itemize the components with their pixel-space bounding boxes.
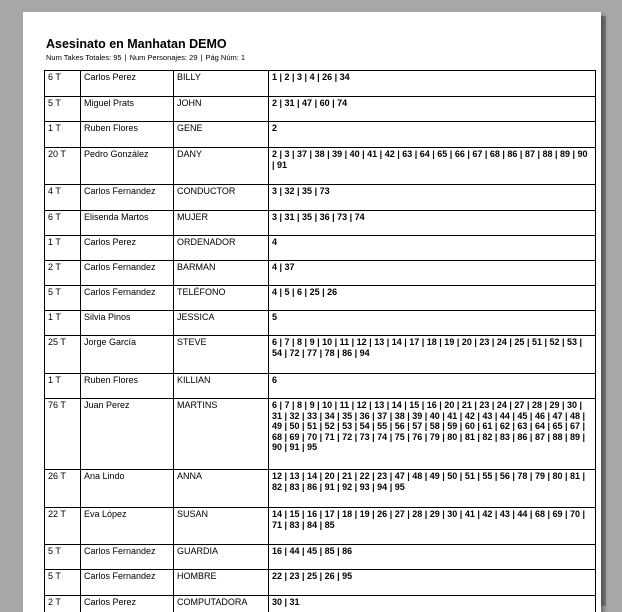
- character-cell: CONDUCTOR: [174, 185, 269, 211]
- takes-cell: 26 T: [45, 470, 81, 508]
- table-row: [45, 286, 596, 311]
- actor-cell: Juan Perez: [81, 399, 174, 470]
- total-takes: Num Takes Totales: 95: [46, 53, 122, 62]
- actor-cell: Carlos Fernandez: [81, 261, 174, 286]
- table-row: [45, 399, 596, 470]
- table-row: [45, 508, 596, 545]
- scenes-cell: 6: [269, 374, 596, 399]
- scenes-cell: 16 | 44 | 45 | 85 | 86: [269, 545, 596, 570]
- character-cell: SUSAN: [174, 508, 269, 545]
- character-cell: JESSICA: [174, 311, 269, 336]
- actor-cell: Pedro González: [81, 148, 174, 185]
- table-row: [45, 570, 596, 596]
- scenes-cell: 3 | 31 | 35 | 36 | 73 | 74: [269, 211, 596, 236]
- scenes-cell: 1 | 2 | 3 | 4 | 26 | 34: [269, 71, 596, 97]
- table-row: [45, 545, 596, 570]
- actor-cell: Silvia Pinos: [81, 311, 174, 336]
- takes-table-body: [45, 71, 596, 612]
- character-cell: ORDENADOR: [174, 236, 269, 261]
- takes-cell: 5 T: [45, 97, 81, 122]
- takes-cell: 2 T: [45, 261, 81, 286]
- table-row: [45, 336, 596, 374]
- table-row: [45, 185, 596, 211]
- character-cell: STEVE: [174, 336, 269, 374]
- actor-cell: Ruben Flores: [81, 374, 174, 399]
- table-row: [45, 122, 596, 148]
- character-cell: ANNA: [174, 470, 269, 508]
- character-cell: GUARDIA: [174, 545, 269, 570]
- scenes-cell: 2 | 3 | 37 | 38 | 39 | 40 | 41 | 42 | 63 | 64 | 65 | 66 | 67 | 68 | 86 | 87 | 88 | 89 | 90 | 91: [269, 148, 596, 185]
- character-cell: MUJER: [174, 211, 269, 236]
- document-page: [23, 12, 601, 612]
- table-row: [45, 596, 596, 612]
- scenes-cell: 22 | 23 | 25 | 26 | 95: [269, 570, 596, 596]
- actor-cell: Carlos Perez: [81, 596, 174, 612]
- scenes-cell: 2 | 31 | 47 | 60 | 74: [269, 97, 596, 122]
- takes-cell: 6 T: [45, 71, 81, 97]
- takes-cell: 20 T: [45, 148, 81, 185]
- character-cell: TELÉFONO: [174, 286, 269, 311]
- character-cell: HOMBRE: [174, 570, 269, 596]
- character-cell: BILLY: [174, 71, 269, 97]
- scenes-cell: 30 | 31: [269, 596, 596, 612]
- document-title: Asesinato en Manhatan DEMO: [46, 37, 227, 51]
- actor-cell: Ruben Flores: [81, 122, 174, 148]
- takes-cell: 76 T: [45, 399, 81, 470]
- page-shadow: [601, 16, 606, 606]
- total-characters: Num Personajes: 29: [130, 53, 198, 62]
- scenes-cell: 6 | 7 | 8 | 9 | 10 | 11 | 12 | 13 | 14 | 15 | 16 | 20 | 21 | 23 | 24 | 27 | 28 | 29 | 30 | 31 | 32 | 33 | 34 | 35 | 36 | 37 | 38 | 39 | 40 | 41 | 42 | 43 | 44 | 45 | 46 | 47 | 48 | 49 | 50 | 51 | 52 | 53 | 54 | 55 | 56 | 57 | 58 | 59 | 60 | 61 | 62 | 63 | 64 | 65 | 67 | 68 | 69 | 70 | 71 | 72 | 73 | 74 | 75 | 76 | 79 | 80 | 81 | 82 | 83 | 86 | 87 | 88 | 89 | 90 | 91 | 95: [269, 399, 596, 470]
- takes-table: [44, 70, 596, 612]
- scenes-cell: 6 | 7 | 8 | 9 | 10 | 11 | 12 | 13 | 14 | 17 | 18 | 19 | 20 | 23 | 24 | 25 | 51 | 52 | 53 | 54 | 72 | 77 | 78 | 86 | 94: [269, 336, 596, 374]
- character-cell: MARTINS: [174, 399, 269, 470]
- actor-cell: Carlos Perez: [81, 71, 174, 97]
- scenes-cell: 4 | 5 | 6 | 25 | 26: [269, 286, 596, 311]
- takes-cell: 1 T: [45, 374, 81, 399]
- actor-cell: Carlos Fernandez: [81, 185, 174, 211]
- table-row: [45, 148, 596, 185]
- character-cell: COMPUTADORA: [174, 596, 269, 612]
- table-row: [45, 236, 596, 261]
- table-row: [45, 311, 596, 336]
- actor-cell: Carlos Perez: [81, 236, 174, 261]
- takes-cell: 4 T: [45, 185, 81, 211]
- table-row: [45, 470, 596, 508]
- page-number: Pág Núm: 1: [205, 53, 245, 62]
- scenes-cell: 4: [269, 236, 596, 261]
- scenes-cell: 2: [269, 122, 596, 148]
- character-cell: GENE: [174, 122, 269, 148]
- takes-cell: 2 T: [45, 596, 81, 612]
- scenes-cell: 5: [269, 311, 596, 336]
- takes-cell: 5 T: [45, 545, 81, 570]
- actor-cell: Eva López: [81, 508, 174, 545]
- scenes-cell: 3 | 32 | 35 | 73: [269, 185, 596, 211]
- character-cell: BARMAN: [174, 261, 269, 286]
- actor-cell: Carlos Fernandez: [81, 545, 174, 570]
- actor-cell: Ana Lindo: [81, 470, 174, 508]
- separator: |: [198, 53, 206, 62]
- character-cell: JOHN: [174, 97, 269, 122]
- takes-cell: 5 T: [45, 570, 81, 596]
- table-row: [45, 261, 596, 286]
- takes-cell: 1 T: [45, 122, 81, 148]
- takes-cell: 6 T: [45, 211, 81, 236]
- actor-cell: Elisenda Martos: [81, 211, 174, 236]
- table-row: [45, 374, 596, 399]
- actor-cell: Carlos Fernandez: [81, 286, 174, 311]
- takes-cell: 25 T: [45, 336, 81, 374]
- takes-cell: 1 T: [45, 311, 81, 336]
- table-row: [45, 97, 596, 122]
- actor-cell: Miguel Prats: [81, 97, 174, 122]
- document-summary: [46, 53, 245, 62]
- character-cell: KILLIAN: [174, 374, 269, 399]
- takes-cell: 5 T: [45, 286, 81, 311]
- takes-cell: 1 T: [45, 236, 81, 261]
- scenes-cell: 12 | 13 | 14 | 20 | 21 | 22 | 23 | 47 | 48 | 49 | 50 | 51 | 55 | 56 | 78 | 79 | 80 | 81 | 82 | 83 | 86 | 91 | 92 | 93 | 94 | 95: [269, 470, 596, 508]
- actor-cell: Jorge García: [81, 336, 174, 374]
- character-cell: DANY: [174, 148, 269, 185]
- takes-cell: 22 T: [45, 508, 81, 545]
- table-row: [45, 211, 596, 236]
- scenes-cell: 4 | 37: [269, 261, 596, 286]
- separator: |: [122, 53, 130, 62]
- table-row: [45, 71, 596, 97]
- scenes-cell: 14 | 15 | 16 | 17 | 18 | 19 | 26 | 27 | 28 | 29 | 30 | 41 | 42 | 43 | 44 | 68 | 69 | 70 | 71 | 83 | 84 | 85: [269, 508, 596, 545]
- actor-cell: Carlos Fernandez: [81, 570, 174, 596]
